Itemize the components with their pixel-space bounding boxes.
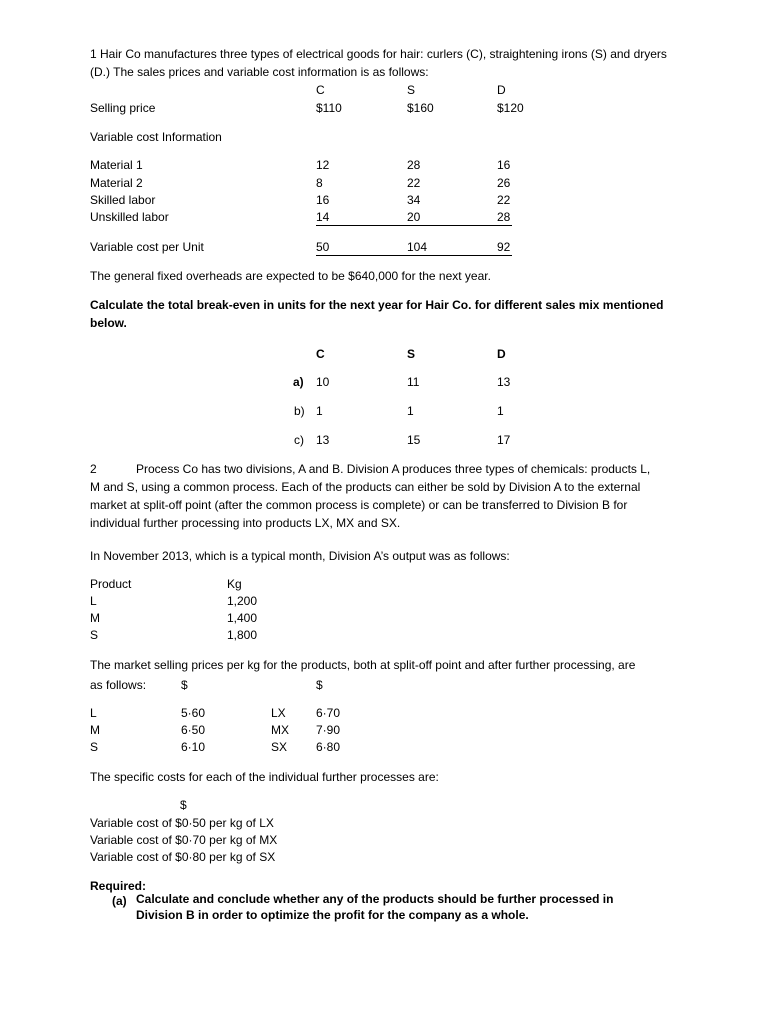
output-product: L (90, 594, 97, 608)
prices-intro: The market selling prices per kg for the products, both at split-off point and after further processing, are (90, 658, 636, 672)
selling-price-label: Selling price (90, 101, 156, 115)
further-value: 7·90 (316, 723, 341, 737)
subtotal-rule (316, 225, 512, 226)
selling-price-d: $120 (497, 101, 524, 115)
specific-costs-dollar: $ (180, 798, 187, 812)
price-product: M (90, 723, 100, 737)
vcpu-s: 104 (407, 240, 428, 254)
output-kg: 1,200 (227, 594, 258, 608)
price-value: 6·50 (181, 723, 206, 737)
output-product: M (90, 611, 100, 625)
q1-intro: 1 Hair Co manufactures three types of electrical goods for hair: curlers (C), straightening irons (S) and dryers (D.) The sales prices and variable cost information is as follows: (90, 47, 667, 79)
further-dollar: $ (316, 678, 323, 692)
mix-header-s: S (407, 347, 416, 361)
cost-row-d: 28 (497, 210, 511, 224)
specific-cost-line: Variable cost of $0·80 per kg of SX (90, 850, 276, 864)
cost-row-d: 22 (497, 193, 511, 207)
q1-header-d: D (497, 83, 506, 97)
output-kg: 1,800 (227, 628, 258, 642)
further-product: SX (271, 740, 288, 754)
mix-c: 13 (316, 433, 330, 447)
vcpu-d: 92 (497, 240, 511, 254)
mix-s: 11 (407, 375, 420, 389)
specific-cost-line: Variable cost of $0·70 per kg of MX (90, 833, 278, 847)
mix-s: 15 (407, 433, 421, 447)
price-product: L (90, 706, 97, 720)
price-value: 5·60 (181, 706, 206, 720)
specific-costs-intro: The specific costs for each of the individual further processes are: (90, 770, 439, 784)
output-intro: In November 2013, which is a typical month, Division A’s output was as follows: (90, 549, 510, 563)
required-heading: Required: (90, 879, 147, 893)
mix-label: b) (294, 404, 305, 418)
cost-row-c: 16 (316, 193, 330, 207)
overheads-text: The general fixed overheads are expected to be $640,000 for the next year. (90, 269, 491, 283)
req-a-label: (a) (112, 894, 127, 908)
output-product: S (90, 628, 99, 642)
further-product: MX (271, 723, 289, 737)
cost-row-d: 26 (497, 176, 511, 190)
further-value: 6·80 (316, 740, 341, 754)
vcpu-c: 50 (316, 240, 330, 254)
split-off-dollar: $ (181, 678, 188, 692)
mix-label: a) (293, 375, 304, 389)
cost-row-label: Material 2 (90, 176, 143, 190)
kg-header: Kg (227, 577, 242, 591)
product-header: Product (90, 577, 132, 591)
q2-intro-first: Process Co has two divisions, A and B. Division A produces three types of chemicals: products L, (136, 462, 651, 476)
variable-cost-info-label: Variable cost Information (90, 130, 222, 144)
further-value: 6·70 (316, 706, 341, 720)
cost-row-label: Unskilled labor (90, 210, 169, 224)
mix-c: 10 (316, 375, 330, 389)
specific-cost-line: Variable cost of $0·50 per kg of LX (90, 816, 274, 830)
mix-c: 1 (316, 404, 323, 418)
selling-price-c: $110 (316, 101, 342, 115)
cost-row-s: 34 (407, 193, 421, 207)
q1-header-s: S (407, 83, 416, 97)
mix-header-c: C (316, 347, 325, 361)
further-product: LX (271, 706, 286, 720)
mix-header-d: D (497, 347, 506, 361)
cost-row-label: Material 1 (90, 158, 143, 172)
vcpu-label: Variable cost per Unit (90, 240, 204, 254)
mix-d: 1 (497, 404, 504, 418)
cost-row-s: 22 (407, 176, 421, 190)
cost-row-s: 20 (407, 210, 421, 224)
output-kg: 1,400 (227, 611, 258, 625)
req-a-text: Calculate and conclude whether any of the products should be further processed in Division B in order to optimize the profit for the company as a whole. (136, 892, 614, 922)
price-product: S (90, 740, 99, 754)
prices-as-follows: as follows: (90, 678, 147, 692)
cost-row-c: 8 (316, 176, 323, 190)
cost-row-c: 12 (316, 158, 330, 172)
cost-row-label: Skilled labor (90, 193, 156, 207)
q1-header-c: C (316, 83, 325, 97)
total-rule (316, 255, 512, 256)
mix-s: 1 (407, 404, 414, 418)
cost-row-s: 28 (407, 158, 421, 172)
mix-d: 17 (497, 433, 511, 447)
q1-task: Calculate the total break-even in units for the next year for Hair Co. for different sales mix mentioned below. (90, 298, 664, 330)
q2-number: 2 (90, 462, 97, 476)
q2-intro-rest: M and S, using a common process. Each of the products can either be sold by Division A to the external market at split-off point (after the common process is complete) or can be transferred to Division B for individual further processing into products LX, MX and SX. (90, 480, 641, 530)
price-value: 6·10 (181, 740, 206, 754)
selling-price-s: $160 (407, 101, 434, 115)
mix-d: 13 (497, 375, 511, 389)
mix-label: c) (294, 433, 304, 447)
cost-row-d: 16 (497, 158, 511, 172)
cost-row-c: 14 (316, 210, 330, 224)
